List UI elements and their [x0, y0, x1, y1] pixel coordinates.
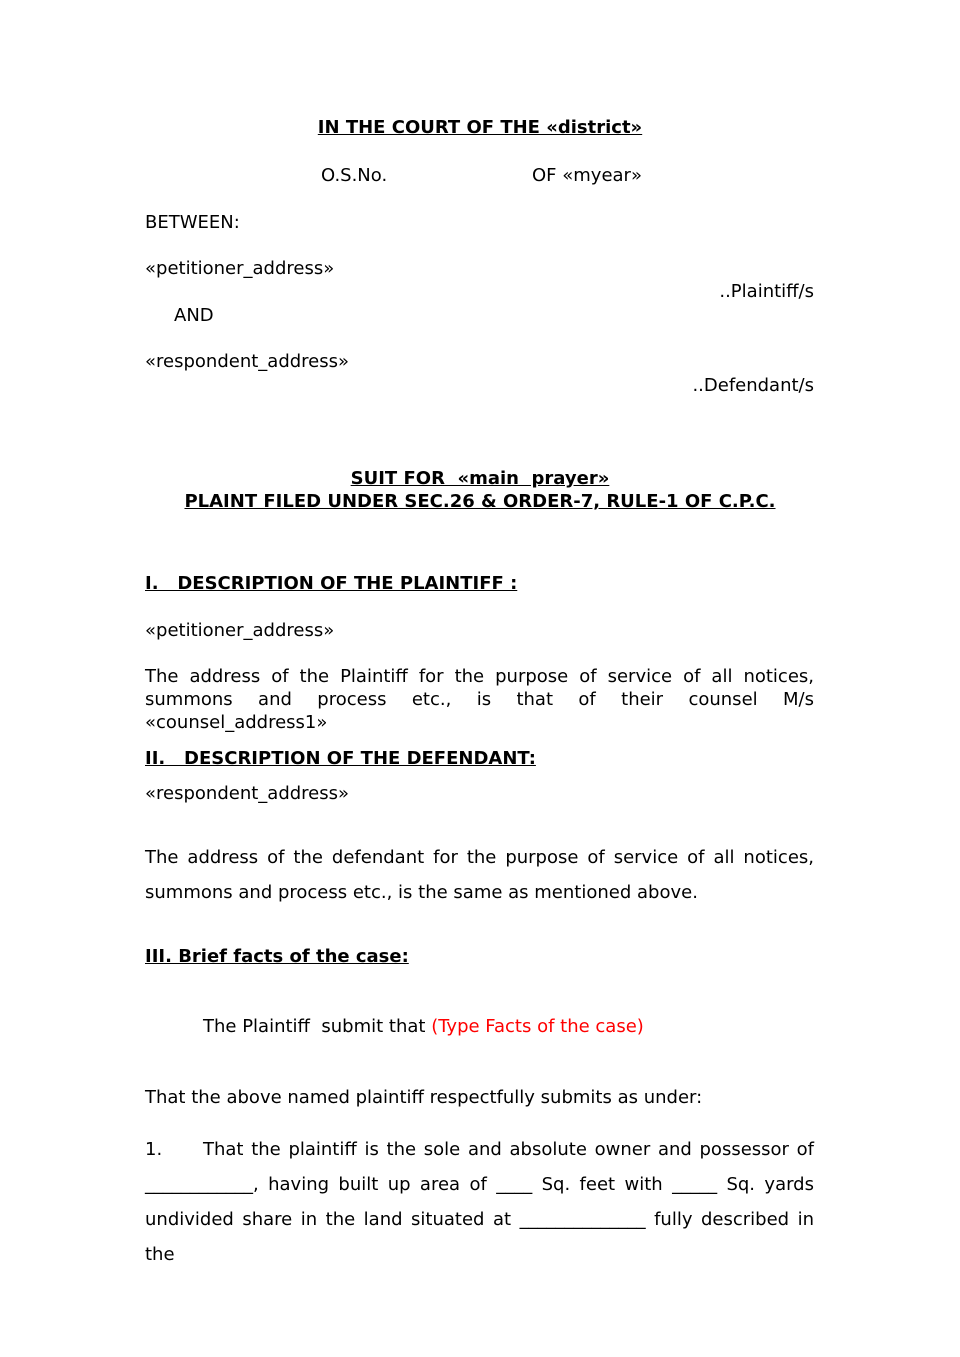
year-label: OF «myear»: [532, 165, 642, 186]
suit-title: SUIT FOR «main prayer»: [350, 468, 610, 489]
petitioner-address: «petitioner_address»: [145, 258, 335, 279]
respondent-address: «respondent_address»: [145, 351, 350, 372]
submission-intro: That the above named plaintiff respectfully submits as under:: [145, 1087, 703, 1108]
facts-line: [203, 1015, 644, 1038]
facts-prefix: The Plaintiff submit that: [203, 1016, 432, 1037]
and-label: AND: [174, 305, 214, 326]
plaintiff-role: ..Plaintiff/s: [719, 281, 814, 302]
item-1-text: That the plaintiff is the sole and absolute owner and possessor of ____________, having built up area of ____ Sq. feet with _____ Sq. yards undivided share in the land situated at ______________ fully described in the: [145, 1139, 814, 1265]
os-number-label: O.S.No.: [321, 165, 388, 186]
section-2-address: «respondent_address»: [145, 783, 350, 804]
item-1-paragraph: [145, 1132, 814, 1272]
section-1-paragraph: The address of the Plaintiff for the purpose of service of all notices, summons and process etc., is that of their counsel M/s «counsel_address1»: [145, 666, 814, 733]
section-3-heading: III. Brief facts of the case:: [145, 946, 409, 967]
between-label: BETWEEN:: [145, 212, 240, 233]
defendant-role: ..Defendant/s: [692, 375, 814, 396]
suit-subtitle: PLAINT FILED UNDER SEC.26 & ORDER-7, RULE-1 OF C.P.C.: [184, 491, 776, 512]
section-2-heading: II. DESCRIPTION OF THE DEFENDANT:: [145, 748, 536, 769]
section-1-address: «petitioner_address»: [145, 620, 335, 641]
section-2-paragraph: The address of the defendant for the purpose of service of all notices, summons and process etc., is the same as mentioned above.: [145, 847, 814, 903]
item-1-number: 1.: [145, 1139, 163, 1160]
section-1-heading: I. DESCRIPTION OF THE PLAINTIFF :: [145, 573, 518, 594]
court-heading: IN THE COURT OF THE «district»: [317, 117, 643, 138]
facts-placeholder: (Type Facts of the case): [431, 1016, 644, 1037]
